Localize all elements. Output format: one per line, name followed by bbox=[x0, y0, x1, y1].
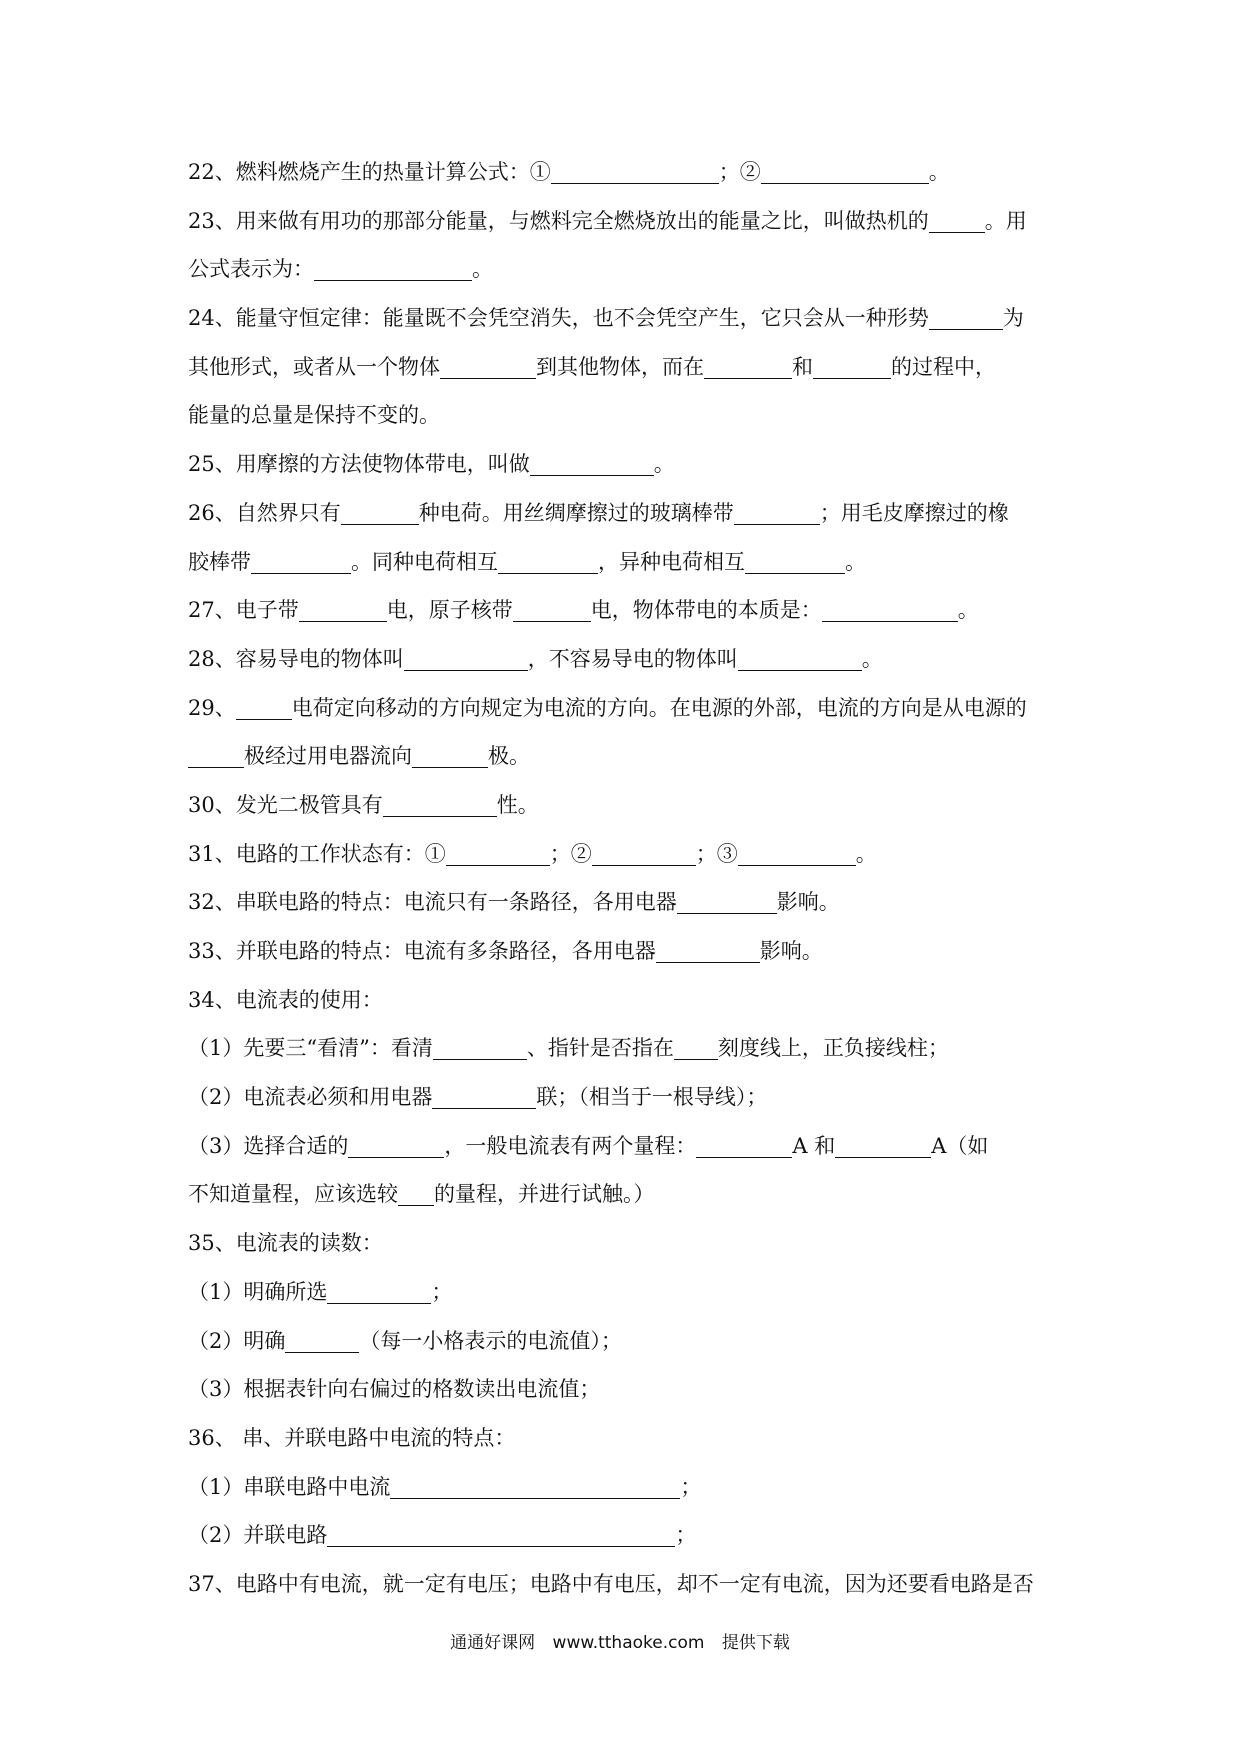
text: （1）先要三“看清”：看清 bbox=[188, 1036, 433, 1061]
blank bbox=[822, 595, 958, 622]
text: （1）串联电路中电流 bbox=[188, 1474, 391, 1499]
question-29-cont bbox=[188, 732, 1068, 781]
question-26-cont bbox=[188, 538, 1068, 587]
text: 刻度线上，正负接线柱； bbox=[717, 1036, 949, 1061]
blank bbox=[188, 741, 244, 768]
text: 影响。 bbox=[776, 890, 840, 915]
text: ； bbox=[675, 1523, 697, 1548]
text: 24、能量守恒定律：能量既不会凭空消失，也不会凭空产生，它只会从一种形势 bbox=[188, 306, 929, 331]
text: 胶棒带 bbox=[188, 549, 251, 574]
text: （每一小格表示的电流值）； bbox=[359, 1328, 622, 1353]
text: ；③ bbox=[695, 841, 738, 866]
text: 25、用摩擦的方法使物体带电，叫做 bbox=[188, 452, 530, 477]
text: （2）并联电路 bbox=[188, 1523, 328, 1548]
question-23 bbox=[188, 197, 1068, 246]
blank bbox=[327, 1520, 675, 1547]
text: 37、电路中有电流，就一定有电压；电路中有电压，却不一定有电流，因为还要看电路是否 bbox=[188, 1571, 1034, 1596]
text: ；用毛皮摩擦过的橡 bbox=[819, 500, 1009, 525]
blank bbox=[677, 887, 777, 914]
text: 到其他物体，而在 bbox=[536, 354, 704, 379]
text: 极经过用电器流向 bbox=[244, 744, 412, 769]
text: 为 bbox=[1002, 306, 1024, 331]
text: 种电荷。用丝绸摩擦过的玻璃棒带 bbox=[418, 500, 734, 525]
blank bbox=[348, 1131, 444, 1158]
text: 公式表示为： bbox=[188, 257, 314, 282]
question-33 bbox=[188, 927, 1068, 976]
question-36-2 bbox=[188, 1511, 1068, 1560]
blank bbox=[440, 352, 536, 379]
text: 。 bbox=[957, 598, 979, 623]
blank bbox=[236, 693, 292, 720]
question-29 bbox=[188, 684, 1068, 733]
text: ； bbox=[680, 1474, 702, 1499]
text: （3）选择合适的 bbox=[188, 1133, 349, 1158]
question-35-1 bbox=[188, 1268, 1068, 1317]
blank bbox=[530, 449, 654, 476]
text: 26、自然界只有 bbox=[188, 500, 341, 525]
question-24 bbox=[188, 294, 1068, 343]
blank bbox=[745, 547, 845, 574]
text: 23、用来做有用功的那部分能量，与燃料完全燃烧放出的能量之比，叫做热机的 bbox=[188, 208, 929, 233]
text: 34、电流表的使用： bbox=[188, 987, 383, 1012]
question-34-title bbox=[188, 976, 1068, 1025]
blank bbox=[314, 254, 472, 281]
blank bbox=[446, 839, 550, 866]
text: 其他形式，或者从一个物体 bbox=[188, 354, 440, 379]
blank bbox=[412, 741, 488, 768]
text: 和 bbox=[792, 354, 813, 379]
blank bbox=[696, 1131, 792, 1158]
text: 。 bbox=[653, 452, 675, 477]
text: 、指针是否指在 bbox=[526, 1036, 674, 1061]
footer-site: 通通好课网 bbox=[450, 1633, 536, 1653]
text: 。 bbox=[845, 549, 866, 574]
question-31 bbox=[188, 830, 1068, 879]
blank bbox=[498, 547, 598, 574]
blank bbox=[432, 1082, 536, 1109]
text: 33、并联电路的特点：电流有多条路径，各用电器 bbox=[188, 939, 656, 963]
question-34-2 bbox=[188, 1073, 1068, 1122]
text: 22、燃料燃烧产生的热量计算公式：① bbox=[188, 160, 551, 184]
text: 。用 bbox=[984, 208, 1027, 233]
blank bbox=[398, 1179, 434, 1206]
question-36-1 bbox=[188, 1463, 1068, 1512]
blank bbox=[813, 352, 891, 379]
question-34-3-cont bbox=[188, 1170, 1068, 1219]
text: 。 bbox=[861, 646, 883, 671]
blank bbox=[327, 1277, 431, 1304]
blank bbox=[390, 1472, 680, 1499]
question-36-title bbox=[188, 1414, 1068, 1463]
text: 电荷定向移动的方向规定为电流的方向。在电源的外部，电流的方向是从电源的 bbox=[291, 695, 1027, 720]
text: ；② bbox=[549, 841, 592, 866]
blank bbox=[835, 1131, 931, 1158]
blank bbox=[251, 547, 351, 574]
question-35-2 bbox=[188, 1317, 1068, 1366]
blank bbox=[929, 206, 985, 233]
text: 。 bbox=[855, 841, 877, 866]
question-35-3 bbox=[188, 1365, 1068, 1414]
text: ，异种电荷相互 bbox=[598, 549, 745, 574]
text: 性。 bbox=[496, 792, 539, 817]
question-30 bbox=[188, 781, 1068, 830]
text: 电，原子核带 bbox=[386, 598, 513, 623]
blank bbox=[299, 595, 387, 622]
text: 32、串联电路的特点：电流只有一条路径，各用电器 bbox=[188, 890, 677, 915]
blank bbox=[433, 1033, 527, 1060]
text: 联；（相当于一根导线）； bbox=[536, 1085, 768, 1110]
blank bbox=[404, 644, 528, 671]
page-footer bbox=[0, 1628, 1240, 1653]
text: ，一般电流表有两个量程： bbox=[444, 1133, 697, 1158]
question-list bbox=[188, 148, 1068, 1609]
question-24-end bbox=[188, 391, 1068, 440]
blank bbox=[704, 352, 792, 379]
question-28 bbox=[188, 635, 1068, 684]
text: （3）根据表针向右偏过的格数读出电流值； bbox=[188, 1377, 601, 1402]
question-32 bbox=[188, 878, 1068, 927]
blank bbox=[592, 839, 696, 866]
text: 36、 串、并联电路中电流的特点： bbox=[188, 1425, 516, 1450]
text: ，不容易导电的物体叫 bbox=[527, 646, 738, 671]
text: 电，物体带电的本质是： bbox=[590, 598, 822, 623]
question-23-cont bbox=[188, 245, 1068, 294]
text: （2）明确 bbox=[188, 1328, 286, 1353]
text: 30、发光二极管具有 bbox=[188, 792, 383, 817]
blank bbox=[929, 303, 1003, 330]
question-35-title bbox=[188, 1219, 1068, 1268]
text: （1）明确所选 bbox=[188, 1279, 328, 1304]
question-26 bbox=[188, 489, 1068, 538]
text: 35、电流表的读数： bbox=[188, 1231, 383, 1256]
text: 。 bbox=[472, 257, 493, 282]
blank bbox=[341, 498, 419, 525]
text: 的量程，并进行试触。） bbox=[434, 1182, 655, 1207]
text: 影响。 bbox=[759, 939, 823, 963]
text: 29、 bbox=[188, 695, 236, 720]
text: 极。 bbox=[488, 744, 530, 769]
text: 。同种电荷相互 bbox=[351, 549, 498, 574]
question-27 bbox=[188, 586, 1068, 635]
blank bbox=[738, 839, 856, 866]
question-37 bbox=[188, 1560, 1068, 1609]
question-22 bbox=[188, 148, 1068, 197]
blank bbox=[383, 790, 497, 817]
blank bbox=[738, 644, 862, 671]
blank bbox=[734, 498, 820, 525]
blank bbox=[285, 1326, 359, 1353]
blank bbox=[656, 936, 760, 963]
question-34-1 bbox=[188, 1024, 1068, 1073]
question-25 bbox=[188, 440, 1068, 489]
blank bbox=[674, 1033, 718, 1060]
text: ； bbox=[431, 1279, 453, 1304]
text: 27、电子带 bbox=[188, 598, 299, 623]
text: 的过程中， bbox=[891, 354, 996, 379]
text: A 和 bbox=[792, 1133, 836, 1158]
text: 能量的总量是保持不变的。 bbox=[188, 403, 440, 428]
text: 31、电路的工作状态有：① bbox=[188, 841, 446, 866]
footer-tail: 提供下载 bbox=[721, 1633, 790, 1653]
text: （2）电流表必须和用电器 bbox=[188, 1085, 433, 1110]
blank bbox=[551, 157, 719, 184]
blank bbox=[513, 595, 591, 622]
text: A（如 bbox=[931, 1133, 989, 1158]
text: 。 bbox=[928, 160, 950, 184]
text: 28、容易导电的物体叫 bbox=[188, 646, 404, 671]
text: 不知道量程，应该选较 bbox=[188, 1182, 398, 1207]
question-34-3 bbox=[188, 1122, 1068, 1171]
text: ；② bbox=[718, 160, 761, 184]
blank bbox=[761, 157, 929, 184]
footer-url[interactable]: www.tthaoke.com bbox=[552, 1633, 705, 1653]
question-24-cont bbox=[188, 343, 1068, 392]
